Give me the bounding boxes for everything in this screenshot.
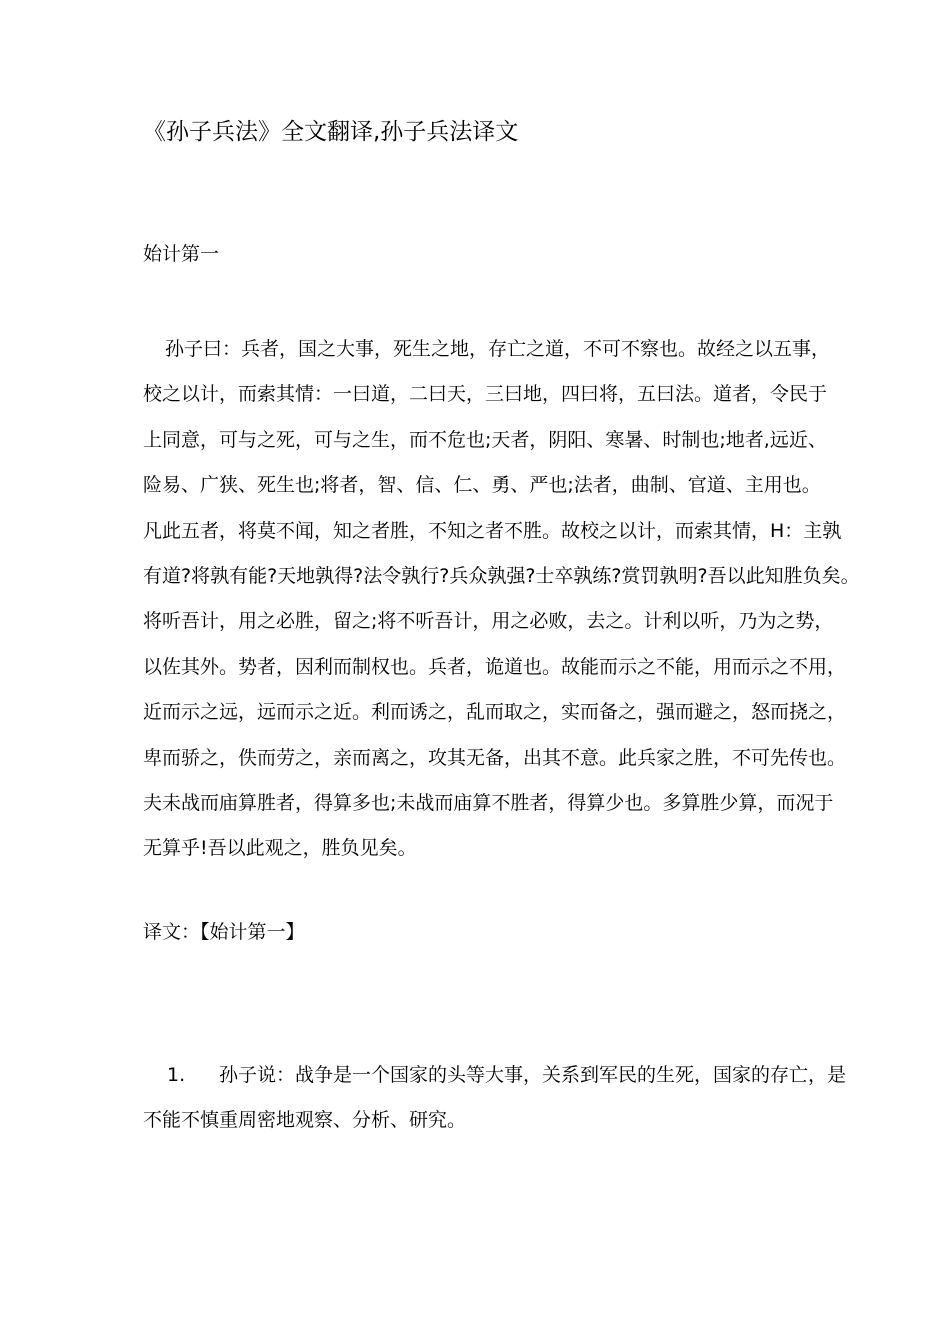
document-title: 《孙子兵法》全文翻译,孙子兵法译文 [143,119,519,145]
translation-heading: 译文：【始计第一】 [143,921,305,943]
original-text-line: 险易、广狭、死生也;将者，智、信、仁、勇、严也;法者，曲制、官道、主用也。 [143,474,821,497]
translation-line [143,1053,943,1098]
original-text-line: 有道?将孰有能?天地孰得?法令孰行?兵众孰强?士卒孰练?赏罚孰明?吾以此知胜负矣。 [143,564,860,587]
original-text-line: 以佐其外。势者，因利而制权也。兵者，诡道也。故能而示之不能，用而示之不用， [143,655,847,678]
original-text-line: 近而示之远，远而示之近。利而诱之，乱而取之，实而备之，强而避之，怒而挠之， [143,701,847,724]
original-text-line: 凡此五者，将莫不闻，知之者胜，不知之者不胜。故校之以计，而索其情，H：主孰 [143,519,842,542]
translation-text: 孙子说：战争是一个国家的头等大事，关系到军民的生死，国家的存亡，是 [219,1064,847,1086]
original-text-line: 孙子曰：兵者，国之大事，死生之地，存亡之道，不可不察也。故经之以五事， [165,338,831,360]
original-text-line: 将听吾计，用之必胜，留之;将不听吾计，用之必败，去之。计利以听，乃为之势， [143,610,834,633]
translation-list-item [143,1053,943,1144]
original-text-line: 无算乎!吾以此观之，胜负见矣。 [143,837,417,860]
original-text [143,327,943,872]
translation-line: 不能不慎重周密地观察、分析、研究。 [143,1109,467,1132]
list-number: 1. [167,1064,186,1086]
original-text-line: 上同意，可与之死，可与之生，而不危也;天者，阴阳、寒暑、时制也;地者,远近、 [143,428,827,451]
original-text-line: 卑而骄之，佚而劳之，亲而离之，攻其无备，出其不意。此兵家之胜，不可先传也。 [143,746,847,769]
chapter-heading: 始计第一 [143,243,220,265]
original-text-line: 夫未战而庙算胜者，得算多也;未战而庙算不胜者，得算少也。多算胜少算，而况于 [143,791,834,814]
original-text-line: 校之以计，而索其情：一曰道，二曰天，三曰地，四曰将，五曰法。道者，令民于 [143,383,828,406]
